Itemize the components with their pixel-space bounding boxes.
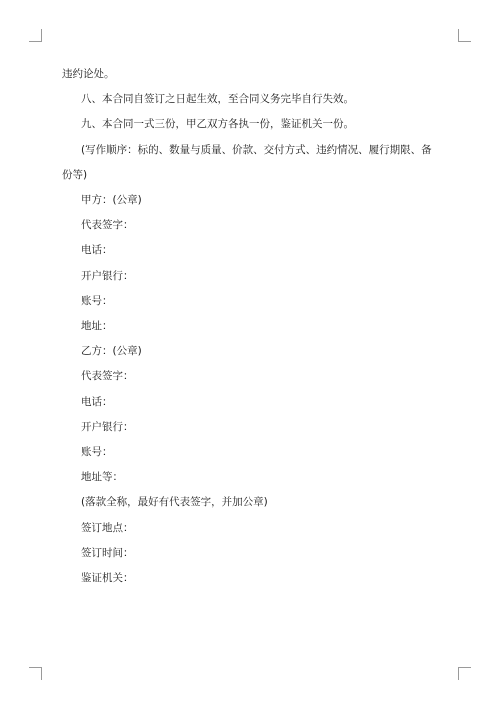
party-a-representative: 代表签字： (81, 219, 134, 232)
signature-note: (落款全称，最好有代表签字，并加公章) (81, 496, 268, 509)
party-b-representative: 代表签字： (81, 370, 134, 383)
paragraph-writing-order: (写作顺序：标的、数量与质量、价款、交付方式、违约情况、履行期限、备份等) (62, 143, 432, 181)
corner-mark-top-left (29, 29, 42, 42)
signing-place: 签订地点： (81, 521, 134, 534)
signing-time: 签订时间： (81, 546, 134, 559)
corner-mark-top-right (458, 29, 471, 42)
party-b-account: 账号： (81, 446, 113, 459)
party-b-bank: 开户银行： (81, 420, 134, 433)
corner-mark-bottom-left (29, 667, 42, 680)
party-a-account: 账号： (81, 294, 113, 307)
paragraph-effective-clause: 八、本合同自签订之日起生效，至合同义务完毕自行失效。 (81, 93, 354, 106)
party-a-bank: 开户银行： (81, 269, 134, 282)
paragraph-breach-clause: 违约论处。 (62, 68, 115, 80)
party-b-address: 地址等： (81, 471, 123, 484)
party-a-label: 甲方：(公章) (81, 194, 142, 207)
party-a-phone: 电话： (81, 244, 113, 257)
party-a-address: 地址： (81, 320, 113, 333)
party-b-label: 乙方：(公章) (81, 345, 142, 358)
paragraph-copies-clause: 九、本合同一式三份，甲乙双方各执一份，鉴证机关一份。 (81, 118, 354, 131)
corner-mark-bottom-right (458, 667, 471, 680)
party-b-phone: 电话： (81, 395, 113, 408)
document-body (62, 62, 442, 591)
certifying-authority: 鉴证机关： (81, 572, 134, 585)
